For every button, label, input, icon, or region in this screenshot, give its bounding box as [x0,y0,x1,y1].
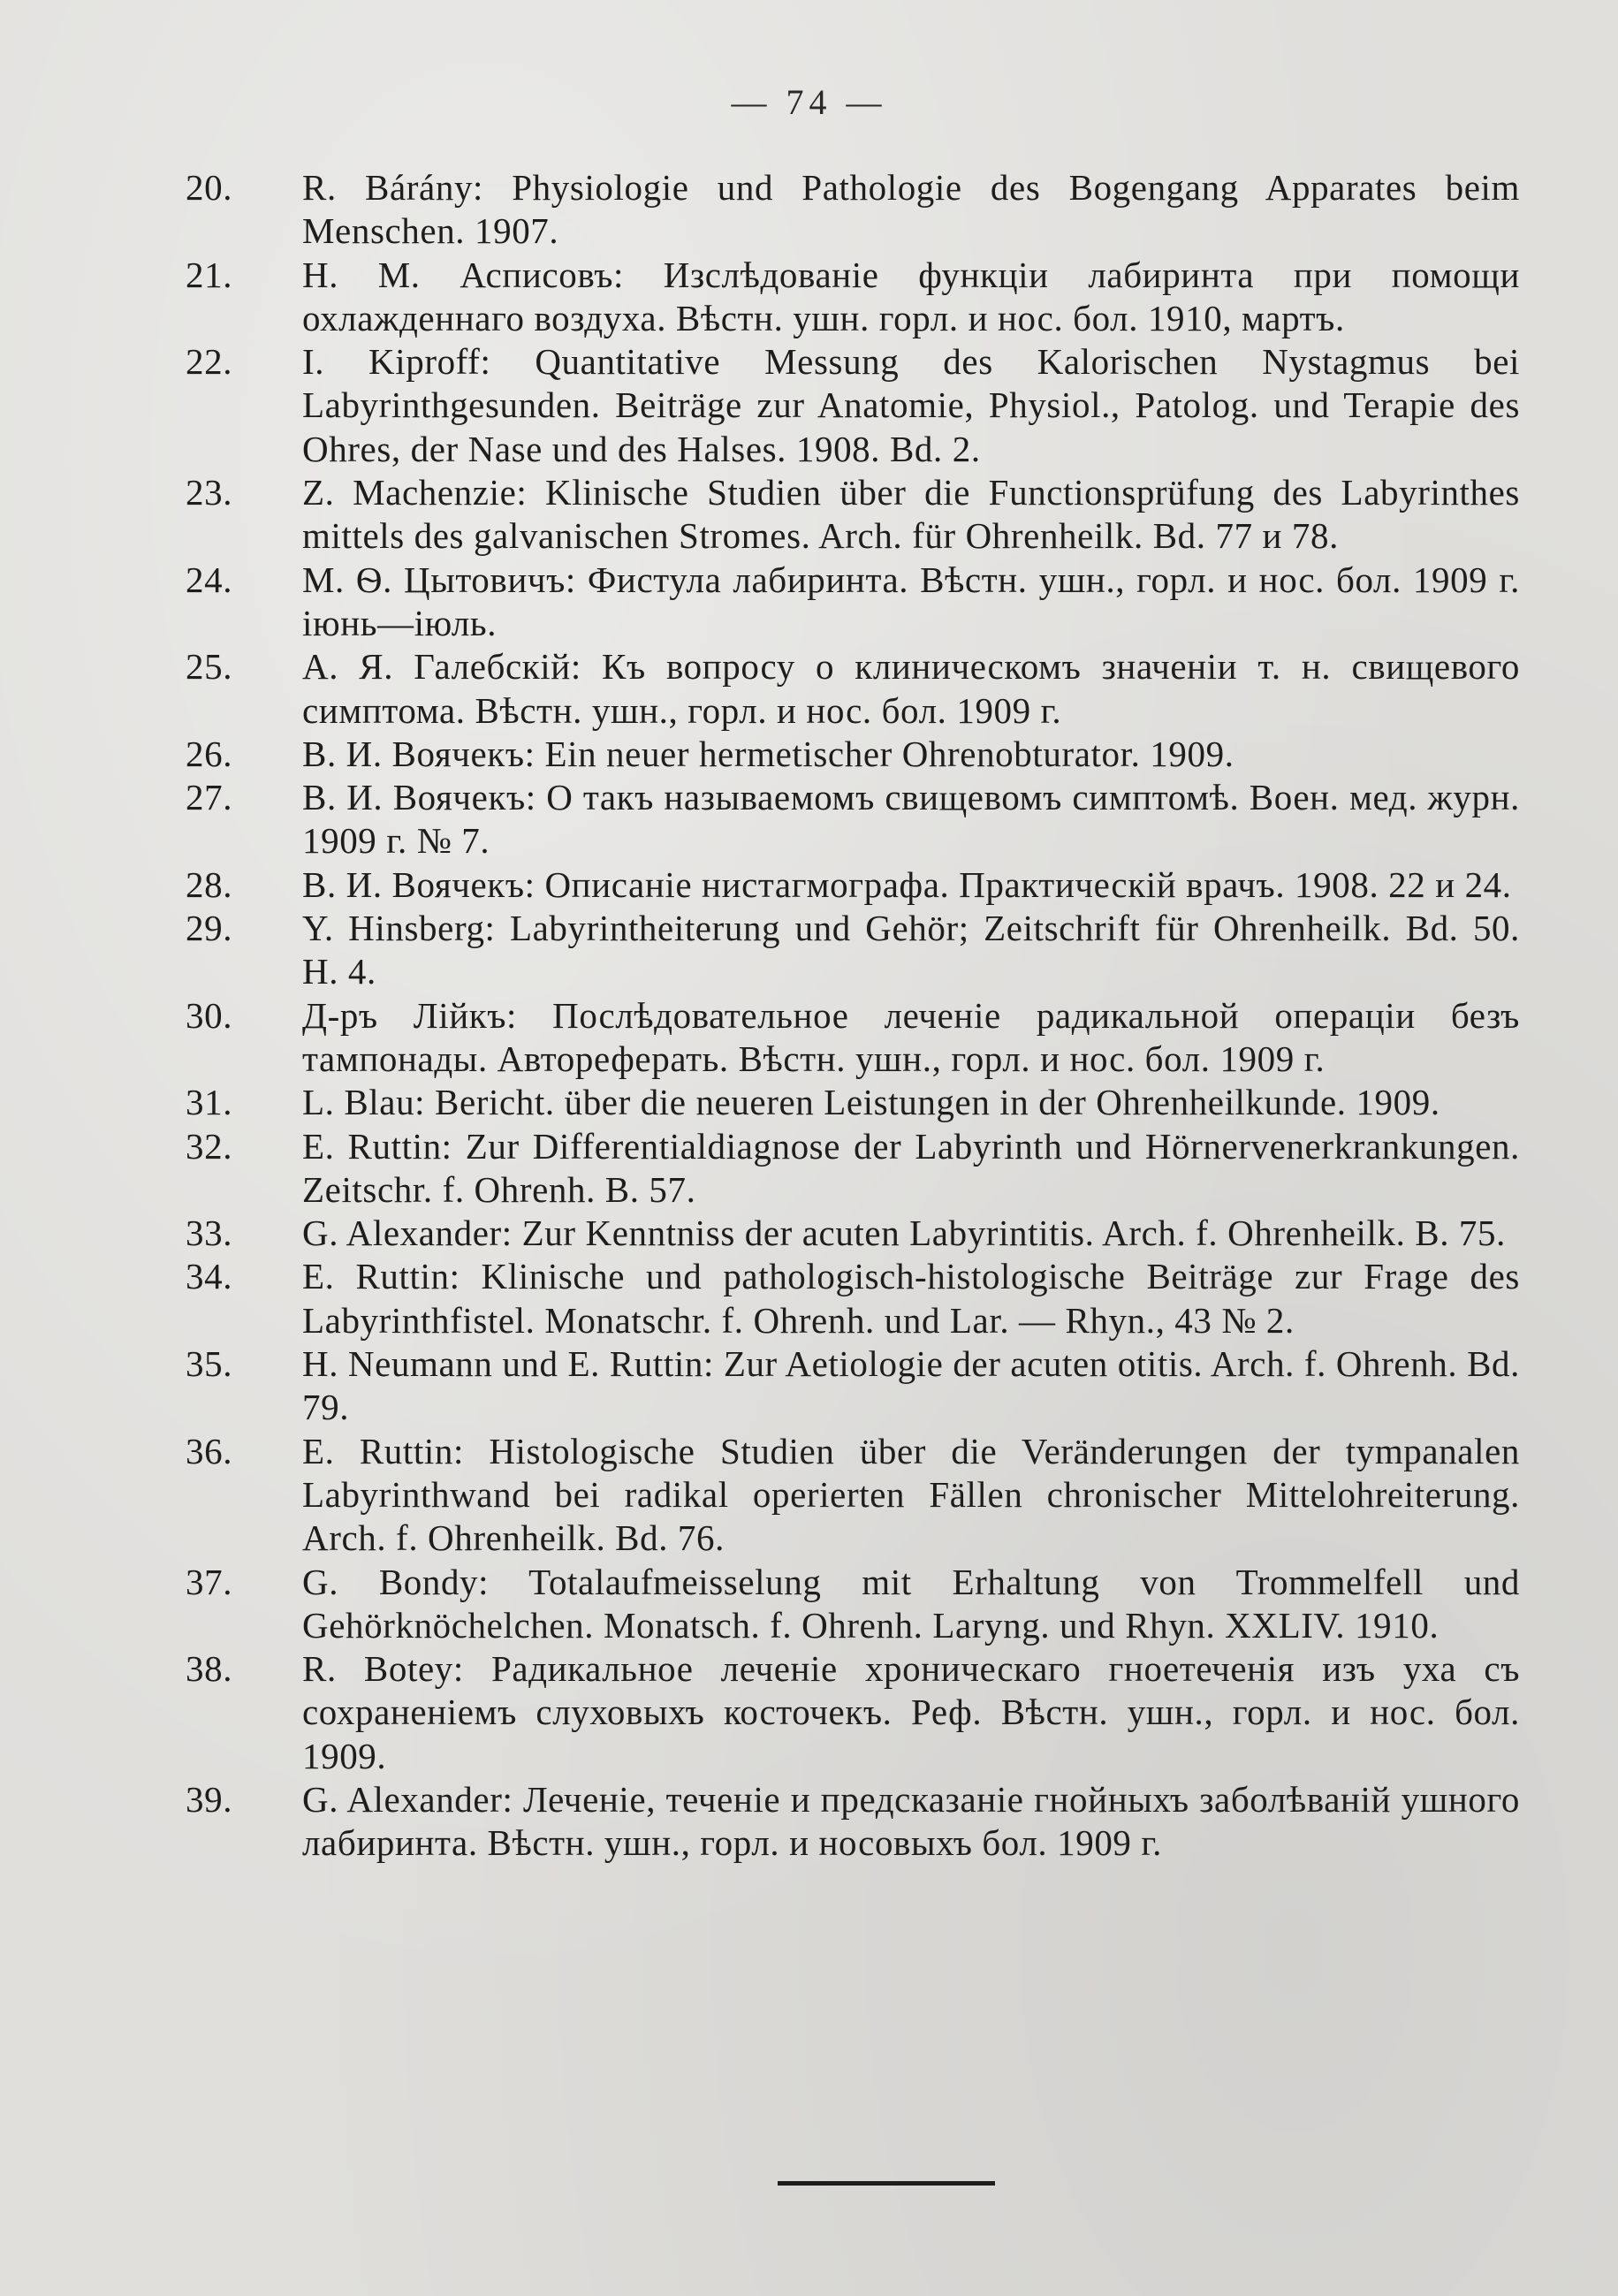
reference-text: G. Bondy: Totalaufmeisselung mit Erhaltung von Trommelfell und Gehörknöchelchen. Monatsch. f. Ohrenh. Laryng. und Rhyn. XXLIV. 1910. [302,1561,1520,1646]
end-rule [778,2181,995,2186]
reference-number: 37. [186,1561,233,1602]
reference-item [186,1342,1520,1430]
reference-item [186,1778,1520,1866]
reference-text: Z. Machenzie: Klinische Studien über die Functionsprüfung des Labyrinthes mittels des galvanischen Stromes. Arch. für Ohrenheilk. Bd. 77 и 78. [302,472,1520,557]
reference-text: А. Я. Галебскій: Къ вопросу о клиническомъ значеніи т. н. свищевого симптома. Вѣстн. ушн., горл. и нос. бол. 1909 г. [302,646,1520,731]
reference-text: Д-ръ Лійкъ: Послѣдовательное леченіе радикальной операціи безъ тампонады. Автореферать. Вѣстн. ушн., горл. и нос. бол. 1909 г. [302,994,1520,1079]
reference-number: 38. [186,1648,233,1690]
reference-number: 21. [186,254,233,295]
reference-number: 30. [186,994,233,1036]
reference-text: R. Botey: Радикальное леченіе хроническаго гноетеченія изъ уха съ сохраненіемъ слуховыхъ косточекъ. Реф. Вѣстн. ушн., горл. и нос. бол. 1909. [302,1648,1520,1776]
reference-number: 25. [186,646,233,688]
reference-item [186,1647,1520,1778]
reference-item [186,559,1520,646]
reference-number: 29. [186,908,233,949]
reference-number: 32. [186,1125,233,1167]
reference-text: В. И. Воячекъ: О такъ называемомъ свищевомъ симптомѣ. Воен. мед. журн. 1909 г. № 7. [302,777,1520,862]
reference-text: В. И. Воячекъ: Описаніе нистагмографа. Практическій врачъ. 1908. 22 и 24. [302,863,1512,905]
reference-item [186,863,1520,907]
reference-list [186,166,1520,1866]
reference-text: Y. Hinsberg: Labyrintheiterung und Gehör; Zeitschrift für Ohrenheilk. Bd. 50. H. 4. [302,908,1520,992]
reference-text: М. Ѳ. Цытовичъ: Фистула лабиринта. Вѣстн. ушн., горл. и нос. бол. 1909 г. іюнь—іюль. [302,559,1520,643]
reference-text: E. Ruttin: Histologische Studien über die Veränderungen der tympanalen Labyrinthwand bei radikal operierten Fällen chronischer Mittelohreiterung. Arch. f. Ohrenheilk. Bd. 76. [302,1430,1520,1559]
reference-item [186,1212,1520,1255]
reference-text: I. Kiproff: Quantitative Messung des Kalorischen Nystagmus bei Labyrinthgesunden. Beiträge zur Anatomie, Physiol., Patolog. und Terapie des Ohres, der Nase und des Halses. 1908. Bd. 2. [302,341,1520,469]
reference-number: 28. [186,863,233,905]
reference-number: 39. [186,1778,233,1820]
reference-text: G. Alexander: Zur Kenntniss der acuten Labyrintitis. Arch. f. Ohrenheilk. B. 75. [302,1213,1506,1254]
reference-item [186,1430,1520,1561]
reference-text: G. Alexander: Леченіе, теченіе и предсказаніе гнойныхъ заболѣваній ушного лабиринта. Вѣстн. ушн., горл. и носовыхъ бол. 1909 г. [302,1778,1520,1864]
reference-item [186,994,1520,1082]
reference-number: 31. [186,1082,233,1123]
reference-number: 20. [186,167,233,208]
reference-item [186,1081,1520,1124]
reference-item [186,471,1520,559]
reference-item [186,1255,1520,1342]
reference-number: 27. [186,777,233,818]
reference-number: 26. [186,733,233,774]
reference-number: 33. [186,1213,233,1254]
reference-text: R. Bárány: Physiologie und Pathologie des Bogengang Apparates beim Menschen. 1907. [302,167,1520,252]
reference-text: Н. М. Асписовъ: Изслѣдованіе функціи лабиринта при помощи охлажденнаго воздуха. Вѣстн. ушн. горл. и нос. бол. 1910, мартъ. [302,254,1520,338]
reference-number: 34. [186,1256,233,1297]
reference-text: L. Blau: Bericht. über die neueren Leistungen in der Ohrenheilkunde. 1909. [302,1082,1440,1123]
reference-item [186,254,1520,341]
reference-text: H. Neumann und E. Ruttin: Zur Aetiologie der acuten otitis. Arch. f. Ohrenh. Bd. 79. [302,1343,1520,1428]
reference-text: E. Ruttin: Klinische und pathologisch-histologische Beiträge zur Frage des Labyrinthfistel. Monatschr. f. Ohrenh. und Lar. — Rhyn., 43 № 2. [302,1256,1520,1341]
reference-number: 35. [186,1343,233,1385]
reference-item [186,907,1520,994]
reference-number: 22. [186,341,233,383]
page-number: — 74 — [731,82,887,122]
reference-number: 23. [186,472,233,513]
reference-number: 24. [186,559,233,600]
reference-item [186,1125,1520,1213]
reference-text: E. Ruttin: Zur Differentialdiagnose der Labyrinth und Hörnervenerkrankungen. Zeitschr. f. Ohrenh. B. 57. [302,1125,1520,1210]
reference-item [186,166,1520,254]
reference-item [186,645,1520,733]
reference-number: 36. [186,1430,233,1471]
reference-item [186,733,1520,776]
reference-item [186,340,1520,471]
reference-item [186,776,1520,863]
reference-text: В. И. Воячекъ: Ein neuer hermetischer Ohrenobturator. 1909. [302,733,1234,774]
reference-item [186,1561,1520,1648]
